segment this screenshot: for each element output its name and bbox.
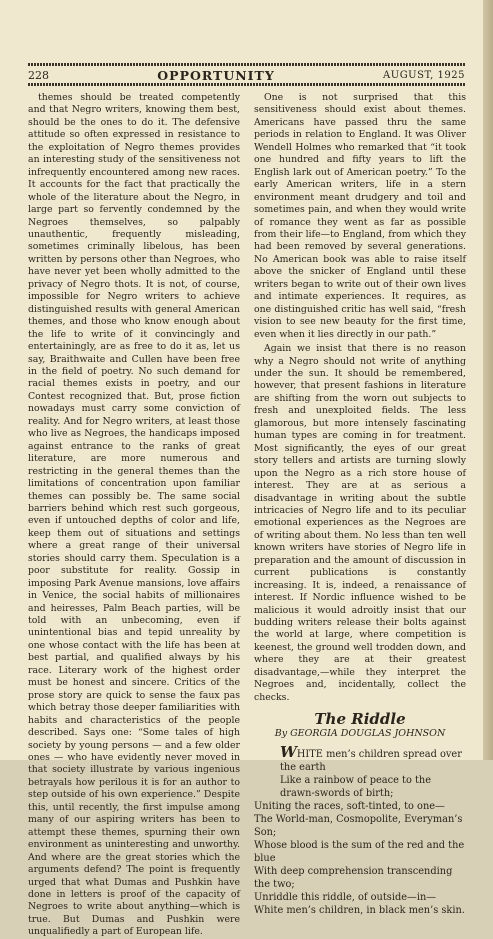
left-column — [28, 92, 240, 939]
paragraph: themes should be treated competently and that Negro writers, knowing them best, should be the ones to do it. The defensive attitude so often expressed in resistance to the exploitation of Negro themes provides an interesting study of the sensitiveness not infrequently encountered among new races. It accounts for the fact that practically the whole of the literature about the Negro, in large part so fervently condemned by the Negroes themselves, so palpably unauthentic, frequently misleading, sometimes criminally libelous, has been written by persons other than Negroes, who have never yet been wholly admitted to the privacy of Negro thots. It is not, of course, impossible for Negro writers to achieve distinguished results with general American themes, and those who know enough about the life to write of it convincingly and entertainingly, are as free to do it as, let us say, Braithwaite and Cullen have been free in the field of poetry. No such demand for racial themes exists in poetry, and our Contest recognized that. But, prose fiction nowadays must carry some conviction of reality. And for Negro writers, at least those who live as Negroes, the handicaps imposed against entrance to the ranks of great literature, are more numerous and restricting in the general themes than the limitations of concentration upon familiar themes can possibly be. The same social barriers behind which rest such gorgeous, even if untouched depths of color and life, keep them out of situations and settings where a great range of their universal stories should carry them. Speculation is a poor substitute for reality. Gossip in imposing Park Avenue mansions, love affairs in Venice, the social habits of millionaires and heiresses, Palm Beach parties, will be told with an unbecoming, even if unintentional bias and tepid unreality by one whose contact with the life has been at best partial, and qualified always by his race. Literary work of the highest order must be honest and sincere. Critics of the prose story are quick to sense the faux pas which betray those deeper familiarities with habits and characteristics of the people described. Says one: “Some tales of high society by young persons — and a few older ones — who have evidently never moved in that society illustrate by various ingenious betrayals how perilous it is for an author to step outside of his own experience.” Despite this, until recently, the first impulse among many of our aspiring writers has been to attempt these themes, spurning their own environment as uninteresting and unworthy. And where are the great stories which the arguments defend? The point is frequently urged that what Dumas and Pushkin have done in letters is proof of the capacity of Negroes to write about anything—which is true. But Dumas and Pushkin were unqualifiedly a part of European life. — [28, 92, 240, 938]
poem-line: Like a rainbow of peace to the drawn-swords of birth; — [280, 775, 432, 800]
header-rule-top — [28, 63, 465, 66]
poem-title: The Riddle — [314, 710, 406, 729]
right-column — [254, 92, 466, 917]
poem-line: The World-man, Cosmopolite, Everyman’s Son; — [254, 814, 463, 839]
running-header — [28, 67, 465, 83]
magazine-title: OPPORTUNITY — [157, 67, 275, 83]
poem-line: White men’s children, in black men’s skin. — [254, 905, 465, 917]
header-rule-bottom — [28, 83, 465, 86]
paragraph: One is not surprised that this sensitiveness should exist about themes. Americans have passed thru the same periods in relation to England. It was Oliver Wendell Holmes who remarked that “it took one hundred and fifty years to lift the English lark out of American poetry.” To the early American writers, life in a stern environment meant drudgery and toil and sometimes pain, and when they would write of romance they went as far as possible from their life—to England, from which they had been removed by several generations. No American book was able to raise itself above the snicker of England until these writers began to write out of their own lives and intimate experiences. It requires, as one distinguished critic has well said, “fresh vision to see new beauty for the first time, even when it lies directly in our path.” — [254, 92, 466, 340]
poem-author: By GEORGIA DOUGLAS JOHNSON — [274, 727, 446, 739]
poem-line: Whose blood is the sum of the red and the blue — [254, 840, 465, 865]
poem-line: WHITE men’s children spread over the earth — [280, 743, 462, 774]
issue-date: AUGUST, 1925 — [383, 69, 465, 81]
page-number: 228 — [28, 68, 49, 82]
paragraph: Again we insist that there is no reason why a Negro should not write of anything under the sun. It should be remembered, however, that present fashions in literature are shifting from the worn out subjects to fresh and unexploited fields. The less glamorous, but more intensely fascinating human types are coming in for treatment. Most significantly, the eyes of our great story tellers and artists are turning slowly upon the Negro as a rich store house of interest. They are at as serious a disadvantage in writing about the subtle intricacies of Negro life and to its peculiar emotional experiences as the Negroes are of writing about them. No less than ten well known writers have stories of Negro life in preparation and the amount of discussion in current publications is constantly increasing. It is, indeed, a renaissance of interest. If Nordic influence wished to be malicious it would adroitly insist that our budding writers release their bolts against the world at large, where competition is keenest, the ground well trodden down, and where they are at their greatest disadvantage,—while they interpret the Negroes and, incidentally, collect the checks. — [254, 343, 466, 703]
poem-line: With deep comprehension transcending the two; — [254, 866, 453, 891]
poem-line: Unriddle this riddle, of outside—in— — [254, 892, 437, 904]
page-edge — [483, 0, 493, 760]
poem-line: Uniting the races, soft-tinted, to one— — [254, 801, 445, 813]
poem — [254, 743, 466, 917]
poem-dropcap: W — [280, 743, 297, 762]
